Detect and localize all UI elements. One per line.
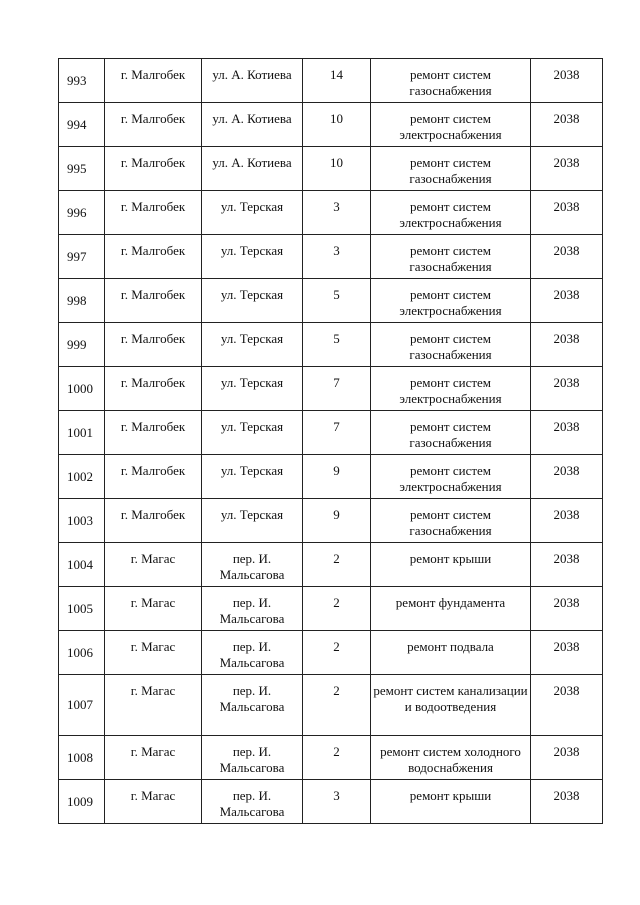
year-cell: 2038 (531, 279, 603, 323)
house-number-cell: 3 (303, 780, 371, 824)
row-number: 999 (59, 323, 105, 367)
table-row (59, 103, 603, 147)
work-type-cell: ремонт фундамента (371, 587, 531, 631)
city-cell: г. Малгобек (105, 59, 202, 103)
row-number: 1007 (59, 675, 105, 736)
city-cell: г. Малгобек (105, 279, 202, 323)
work-type-cell: ремонт крыши (371, 543, 531, 587)
work-type-cell: ремонт систем электроснабжения (371, 367, 531, 411)
year-cell: 2038 (531, 59, 603, 103)
row-number: 993 (59, 59, 105, 103)
row-number: 997 (59, 235, 105, 279)
house-number-cell: 9 (303, 455, 371, 499)
work-type-cell: ремонт систем газоснабжения (371, 499, 531, 543)
year-cell: 2038 (531, 675, 603, 736)
street-cell: ул. Терская (202, 367, 303, 411)
street-cell: ул. Терская (202, 235, 303, 279)
house-number-cell: 7 (303, 367, 371, 411)
house-number-cell: 5 (303, 323, 371, 367)
table-row (59, 59, 603, 103)
city-cell: г. Магас (105, 780, 202, 824)
year-cell: 2038 (531, 780, 603, 824)
house-number-cell: 5 (303, 279, 371, 323)
city-cell: г. Малгобек (105, 455, 202, 499)
year-cell: 2038 (531, 367, 603, 411)
house-number-cell: 7 (303, 411, 371, 455)
works-table-body (59, 59, 603, 824)
works-table (58, 58, 603, 824)
table-row (59, 780, 603, 824)
row-number: 996 (59, 191, 105, 235)
year-cell: 2038 (531, 235, 603, 279)
house-number-cell: 3 (303, 235, 371, 279)
table-row (59, 631, 603, 675)
street-cell: ул. А. Котиева (202, 147, 303, 191)
table-row (59, 367, 603, 411)
row-number: 1006 (59, 631, 105, 675)
city-cell: г. Малгобек (105, 103, 202, 147)
house-number-cell: 2 (303, 587, 371, 631)
table-row (59, 279, 603, 323)
city-cell: г. Малгобек (105, 147, 202, 191)
house-number-cell: 3 (303, 191, 371, 235)
table-row (59, 675, 603, 736)
street-cell: ул. Терская (202, 411, 303, 455)
street-cell: ул. Терская (202, 323, 303, 367)
city-cell: г. Магас (105, 675, 202, 736)
work-type-cell: ремонт систем канализации и водоотведения (371, 675, 531, 736)
row-number: 998 (59, 279, 105, 323)
street-cell: ул. Терская (202, 499, 303, 543)
street-cell: ул. Терская (202, 279, 303, 323)
city-cell: г. Малгобек (105, 411, 202, 455)
work-type-cell: ремонт систем газоснабжения (371, 147, 531, 191)
row-number: 1005 (59, 587, 105, 631)
work-type-cell: ремонт подвала (371, 631, 531, 675)
house-number-cell: 2 (303, 736, 371, 780)
year-cell: 2038 (531, 411, 603, 455)
table-row (59, 191, 603, 235)
table-row (59, 235, 603, 279)
work-type-cell: ремонт систем газоснабжения (371, 411, 531, 455)
city-cell: г. Малгобек (105, 367, 202, 411)
table-row (59, 587, 603, 631)
house-number-cell: 2 (303, 675, 371, 736)
street-cell: пер. И. Мальсагова (202, 631, 303, 675)
house-number-cell: 2 (303, 543, 371, 587)
year-cell: 2038 (531, 147, 603, 191)
table-row (59, 323, 603, 367)
city-cell: г. Малгобек (105, 191, 202, 235)
city-cell: г. Малгобек (105, 323, 202, 367)
work-type-cell: ремонт систем электроснабжения (371, 455, 531, 499)
street-cell: пер. И. Мальсагова (202, 675, 303, 736)
row-number: 1002 (59, 455, 105, 499)
row-number: 1003 (59, 499, 105, 543)
table-row (59, 736, 603, 780)
year-cell: 2038 (531, 191, 603, 235)
house-number-cell: 9 (303, 499, 371, 543)
table-row (59, 411, 603, 455)
table-row (59, 147, 603, 191)
street-cell: пер. И. Мальсагова (202, 543, 303, 587)
year-cell: 2038 (531, 587, 603, 631)
work-type-cell: ремонт систем электроснабжения (371, 103, 531, 147)
work-type-cell: ремонт систем газоснабжения (371, 323, 531, 367)
city-cell: г. Малгобек (105, 499, 202, 543)
house-number-cell: 10 (303, 147, 371, 191)
house-number-cell: 14 (303, 59, 371, 103)
work-type-cell: ремонт систем холодного водоснабжения (371, 736, 531, 780)
street-cell: пер. И. Мальсагова (202, 780, 303, 824)
work-type-cell: ремонт систем электроснабжения (371, 191, 531, 235)
street-cell: ул. Терская (202, 191, 303, 235)
row-number: 1008 (59, 736, 105, 780)
city-cell: г. Магас (105, 736, 202, 780)
street-cell: пер. И. Мальсагова (202, 587, 303, 631)
house-number-cell: 10 (303, 103, 371, 147)
table-row (59, 499, 603, 543)
city-cell: г. Магас (105, 631, 202, 675)
city-cell: г. Магас (105, 587, 202, 631)
street-cell: ул. А. Котиева (202, 103, 303, 147)
city-cell: г. Магас (105, 543, 202, 587)
house-number-cell: 2 (303, 631, 371, 675)
year-cell: 2038 (531, 323, 603, 367)
work-type-cell: ремонт систем электроснабжения (371, 279, 531, 323)
street-cell: ул. Терская (202, 455, 303, 499)
row-number: 1001 (59, 411, 105, 455)
work-type-cell: ремонт систем газоснабжения (371, 235, 531, 279)
year-cell: 2038 (531, 736, 603, 780)
row-number: 1004 (59, 543, 105, 587)
year-cell: 2038 (531, 499, 603, 543)
city-cell: г. Малгобек (105, 235, 202, 279)
row-number: 994 (59, 103, 105, 147)
row-number: 1009 (59, 780, 105, 824)
year-cell: 2038 (531, 103, 603, 147)
work-type-cell: ремонт крыши (371, 780, 531, 824)
work-type-cell: ремонт систем газоснабжения (371, 59, 531, 103)
year-cell: 2038 (531, 543, 603, 587)
row-number: 1000 (59, 367, 105, 411)
street-cell: ул. А. Котиева (202, 59, 303, 103)
street-cell: пер. И. Мальсагова (202, 736, 303, 780)
year-cell: 2038 (531, 455, 603, 499)
table-row (59, 543, 603, 587)
table-row (59, 455, 603, 499)
row-number: 995 (59, 147, 105, 191)
year-cell: 2038 (531, 631, 603, 675)
